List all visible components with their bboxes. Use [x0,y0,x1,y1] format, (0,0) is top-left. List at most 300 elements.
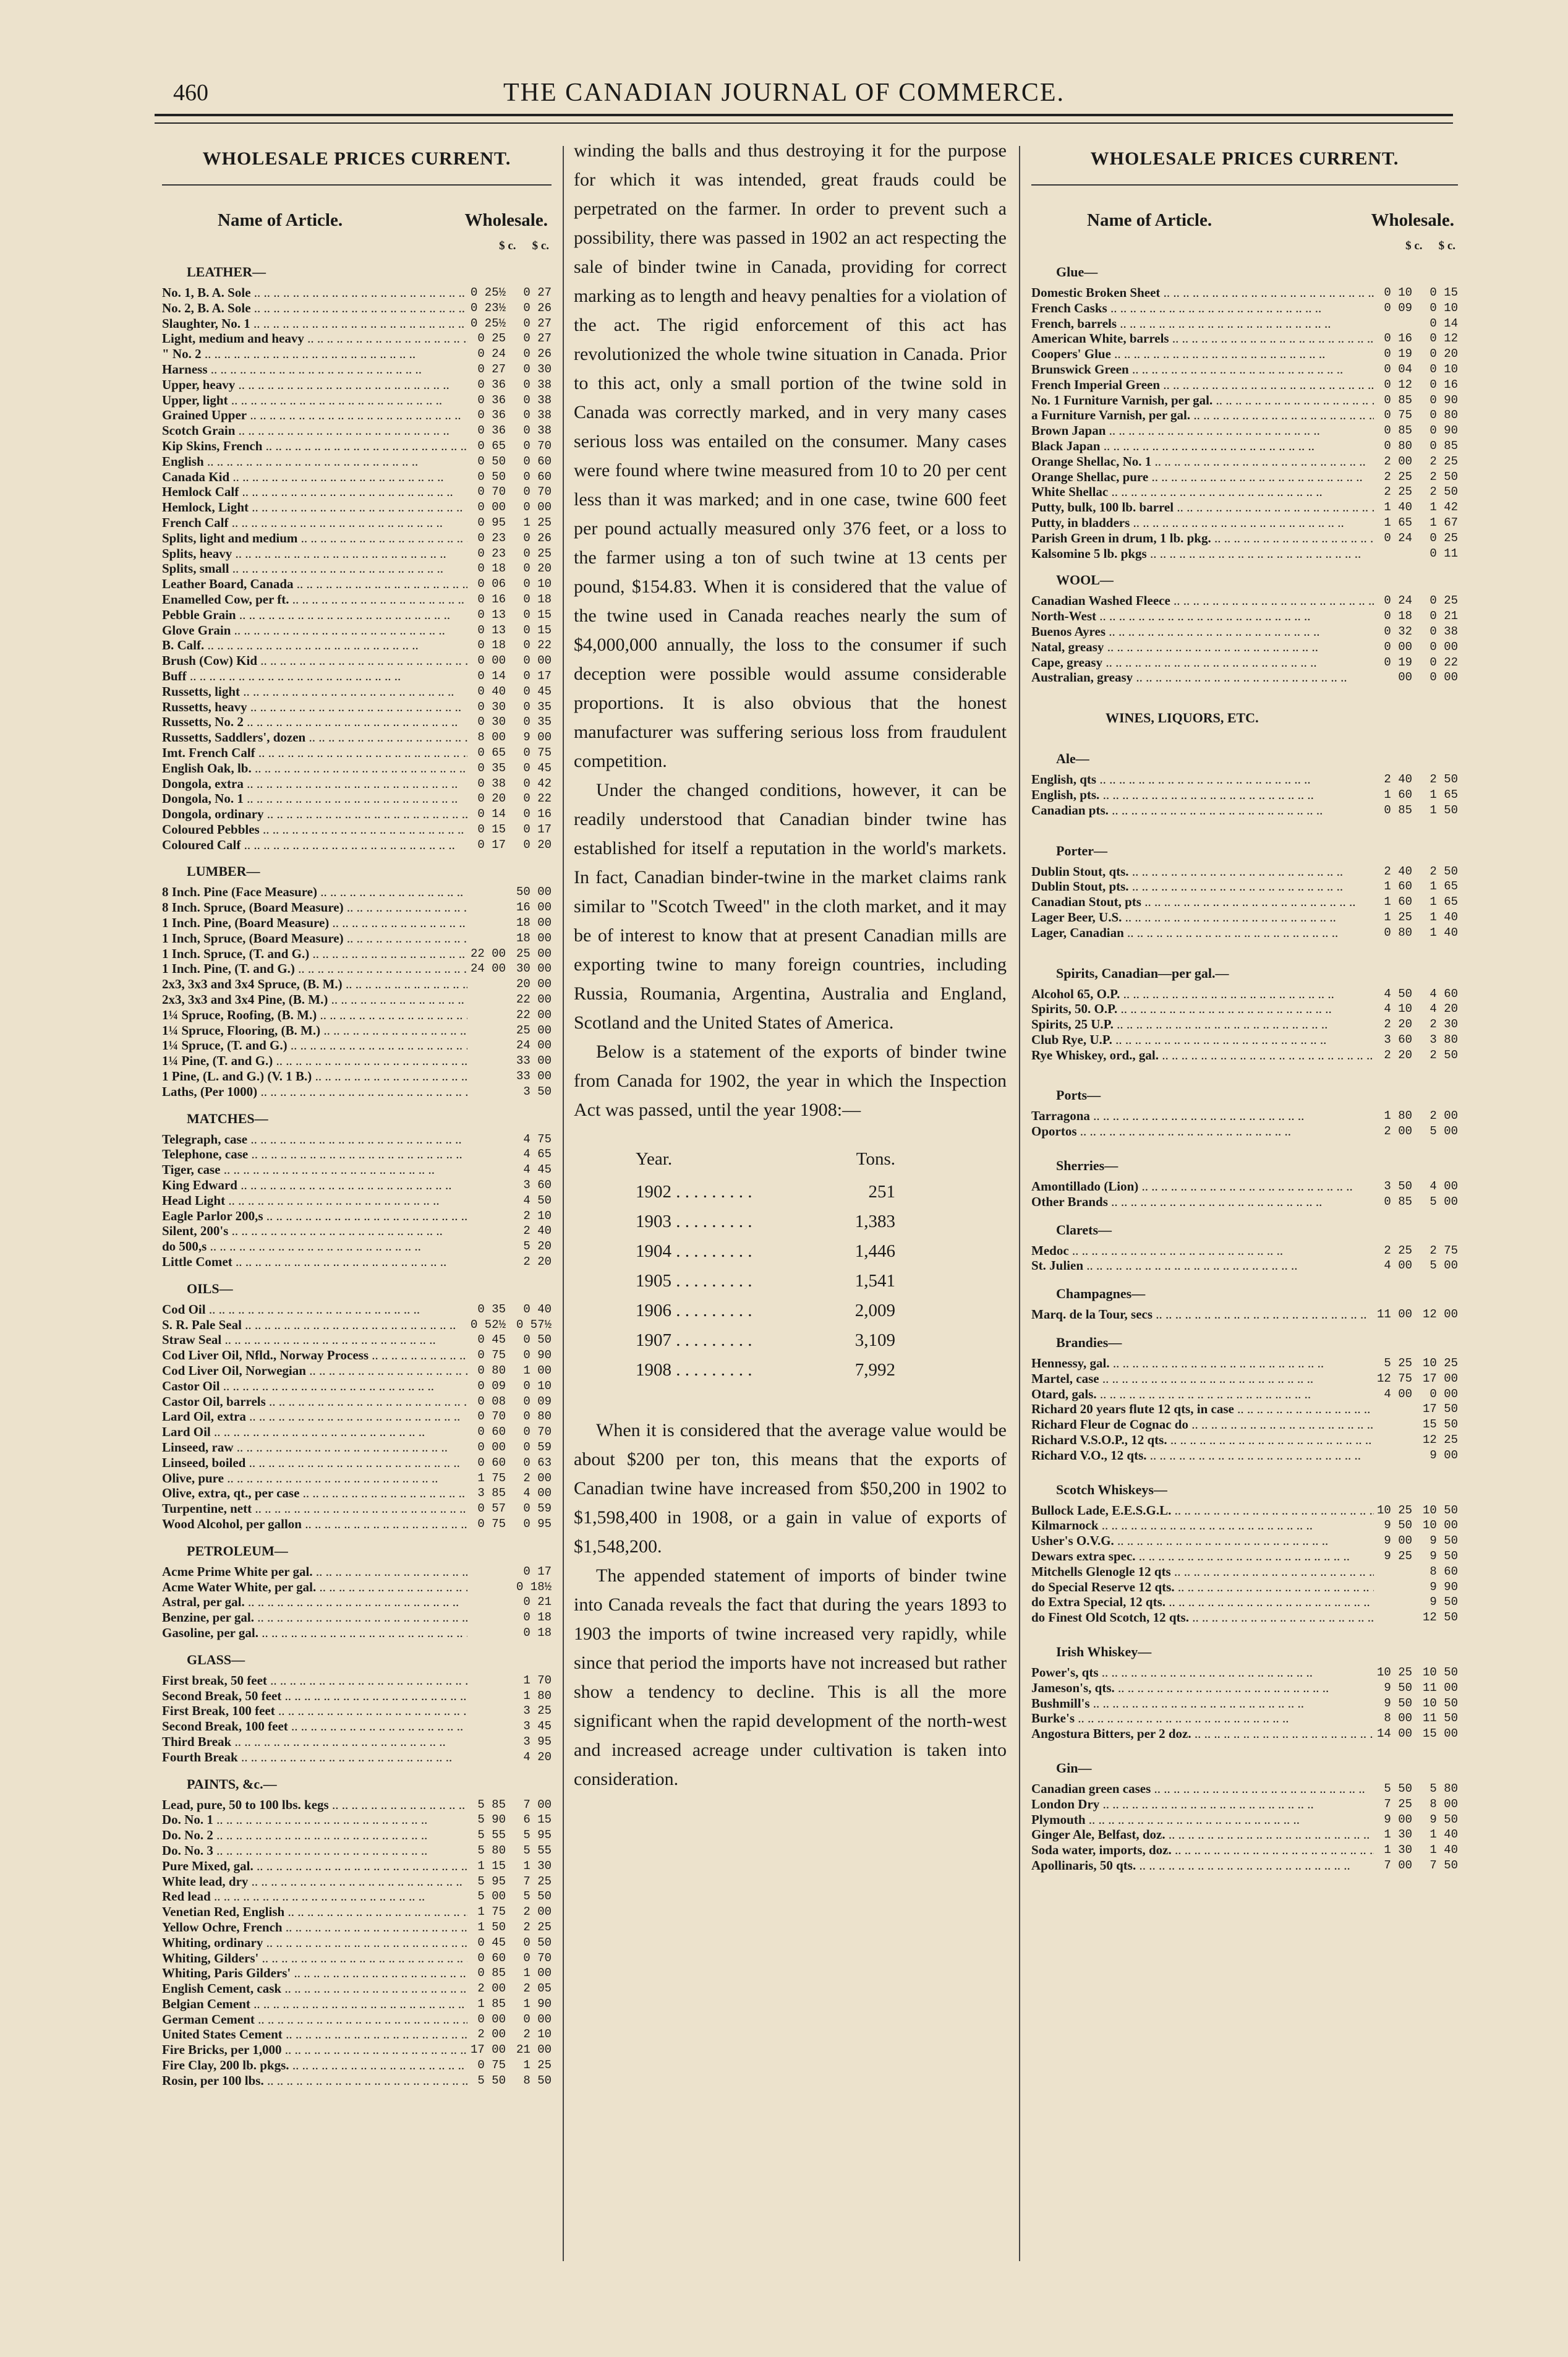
price-low: 0 50 [477,454,506,468]
price-low [467,1564,506,1580]
price-row [162,484,552,500]
price-row [1031,1564,1458,1580]
price-high: 4 60 [1430,986,1458,1001]
article-name: Turpentine, nett .. .. [162,1501,467,1516]
price-high: 0 70 [523,1951,552,1965]
price-high: 0 70 [523,485,552,499]
price-low: 17 00 [470,2043,506,2057]
price-high: 0 42 [523,776,552,790]
price-low: 0 36 [477,393,506,407]
price-low: 0 75 [477,1348,506,1362]
export-row [636,1207,895,1236]
price-row [162,623,552,638]
paragraph: Under the changed conditions, however, it can be readily understood that Canadian binder twine has established for itself a reputation in the world's markets. In fact, Canadian binder-twine in the market claims rank similar to "Scotch Tweed" in the cloth market, and it may be of interest to know that at present Canadian mills are exporting twine to many foreign countries, including Russia, Roumania, Argentina, Australia and England, Scotland and the United States of America. [574,780,1007,1033]
price-section [1031,965,1458,1063]
price-high: 5 80 [1430,1782,1458,1795]
price-low: 0 75 [477,2058,506,2073]
article-name: Lager Beer, U.S. .. .. [1031,910,1374,925]
price-high: 12 50 [1422,1611,1458,1625]
price-high: 0 16 [523,807,552,821]
price-row [162,1455,552,1471]
price-low: 5 95 [477,1874,506,1888]
price-high: 2 25 [523,1920,552,1934]
price-low [467,1147,506,1162]
article-name: Russetts, light .. .. [162,684,467,699]
price-section [1031,751,1458,818]
price-low: 0 38 [477,776,506,790]
price-low: 9 00 [1384,1534,1412,1548]
left-title-rule [162,184,552,186]
price-row [162,1193,552,1208]
price-high: 9 50 [1430,1534,1458,1548]
section-heading: Ports— [1056,1087,1101,1103]
price-row [162,500,552,515]
article-name: Burke's .. .. [1031,1711,1374,1726]
price-high: 18 00 [516,916,552,930]
price-high: 0 00 [523,500,552,515]
price-low: 1 30 [1384,1828,1412,1842]
price-high: 10 50 [1422,1666,1458,1680]
price-low: 2 00 [477,1982,506,1996]
price-row [162,1673,552,1688]
column-divider-right [1019,146,1020,2261]
price-row [1031,1371,1458,1387]
price-section [162,1776,552,2089]
price-row [162,1471,552,1486]
price-high: 1 65 [1430,879,1458,894]
export-year-heading: Year. [636,1149,673,1169]
price-low [467,1038,506,1053]
article-name: Yellow Ochre, French .. .. [162,1920,467,1935]
paragraph: winding the balls and thus destroying it for the purpose for which it was intended, great frauds could be perpetrated on the farmer. In order to prevent such a possibility, there was passed in 1902 an act respecting the sale of binder twine in Canada, providing for correct marking as to length and heavy penalties for a violation of the act. The rigid enforcement of this act has revolutionized the whole twine situation in Canada. Prior to this act, only a small portion of the twine sold in Canada was correctly marked, and in very many cases serious loss was entailed on the consumer. Many cases were found where twine measured from 10 to 20 per cent less than it was marked; and in one case, twine 600 feet per pound actually measured only 376 feet, or a loss to the farmer using a ton of such twine at 13 cents per pound, $154.83. When it is considered that the value of the twine used in Canada reaches nearly the sum of $4,000,000 annually, the loss to the consumer if such deception were possible would assume considerable proportions. It is also obvious that the honest manufacturer was suffering serious loss from fraudulent competition. [574,140,1007,771]
price-row [1031,454,1458,469]
price-high: 2 50 [1430,469,1458,484]
article-name: Slaughter, No. 1 .. .. [162,316,467,332]
price-high: 5 00 [1430,1124,1458,1139]
article-name: Third Break .. .. [162,1734,467,1750]
price-high: 0 26 [523,531,552,545]
price-row [162,1409,552,1424]
price-row [162,1719,552,1734]
export-row [636,1177,895,1207]
price-high: 0 38 [523,408,552,422]
price-row [162,1486,552,1501]
price-row [162,1625,552,1641]
article-name: Acme Prime White per gal. .. .. [162,1564,467,1580]
price-high: 18 00 [516,931,552,945]
price-high: 0 16 [1430,377,1458,391]
price-high: 0 18 [523,1611,552,1625]
article-name: 1¼ Spruce, (T. and G.) .. .. [162,1038,467,1053]
price-low [467,977,506,992]
price-row [1031,1108,1458,1124]
price-section [162,1281,552,1532]
export-tons: 251 [868,1182,895,1202]
price-high: 1 42 [1430,500,1458,515]
price-row [162,961,552,977]
price-high: 10 00 [1422,1518,1458,1533]
price-row [1031,787,1458,803]
article-name: Dublin Stout, qts. .. .. [1031,864,1374,879]
article-name: Leather Board, Canada .. .. [162,576,467,592]
article-name: London Dry .. .. [1031,1797,1374,1812]
price-low: 4 00 [1384,1387,1412,1401]
price-row [162,561,552,576]
price-high: 0 60 [523,454,552,468]
price-row [1031,423,1458,438]
export-table-header [636,1149,895,1170]
price-high: 1 00 [523,1966,552,1980]
price-low: 1 75 [477,1471,506,1485]
price-high: 0 18½ [516,1580,552,1594]
article-name: Harness .. .. [162,362,467,377]
price-section [1031,1222,1458,1274]
article-name: Russetts, Saddlers', dozen .. .. [162,730,467,745]
price-row [1031,1726,1458,1742]
article-name: Linseed, raw .. .. [162,1440,467,1455]
article-name: Canadian Washed Fleece .. .. [1031,593,1374,609]
price-high: 5 55 [523,1843,552,1857]
price-low: 0 12 [1384,377,1412,391]
price-high: 0 00 [523,2012,552,2026]
price-row [1031,1179,1458,1194]
section-heading: Sherries— [1056,1158,1118,1174]
export-row [636,1236,895,1266]
price-row [1031,1194,1458,1210]
article-name: Castor Oil .. .. [162,1379,467,1394]
article-name: No. 2, B. A. Sole .. .. [162,301,467,316]
price-row [1031,1781,1458,1797]
article-name: Little Comet .. .. [162,1254,467,1270]
price-row [162,1828,552,1843]
price-row [1031,531,1458,546]
price-low: 2 25 [1384,469,1412,484]
price-low: 5 85 [477,1797,506,1812]
article-name: Russetts, heavy .. .. [162,699,467,715]
price-high: 4 65 [523,1147,552,1161]
article-name: Tarragona .. .. [1031,1108,1374,1124]
price-row [1031,1518,1458,1533]
price-row [162,900,552,915]
price-low [467,1594,506,1610]
price-high: 0 00 [1430,670,1458,685]
price-high: 0 27 [523,286,552,299]
price-high: 0 85 [1430,438,1458,453]
price-high: 20 00 [516,977,552,991]
price-row [162,638,552,653]
price-low: 0 50 [477,469,506,484]
price-row [1031,879,1458,894]
price-row [1031,1356,1458,1371]
price-low: 0 24 [1384,531,1412,545]
article-name: Rye Whiskey, ord., gal. .. .. [1031,1048,1374,1063]
price-low: 0 19 [1384,655,1412,669]
price-low: 9 50 [1384,1696,1412,1710]
article-name: Benzine, per gal. .. .. [162,1610,467,1625]
price-high: 0 20 [523,562,552,576]
price-high: 0 15 [1430,286,1458,299]
unit-labels [162,239,549,253]
price-low: 0 70 [477,485,506,499]
section-heading: Brandies— [1056,1335,1122,1351]
price-row [1031,438,1458,454]
price-low: 4 10 [1384,1002,1412,1016]
price-row [162,438,552,454]
price-low: 0 85 [1384,393,1412,407]
price-row [1031,1797,1458,1812]
price-high: 11 50 [1422,1711,1458,1726]
price-high: 0 63 [523,1455,552,1469]
price-section [1031,1760,1458,1873]
article-name: a Furniture Varnish, per gal. .. .. [1031,408,1374,423]
price-high: 9 50 [1430,1595,1458,1609]
price-high: 8 00 [1430,1797,1458,1811]
article-name: Ginger Ale, Belfast, doz. .. .. [1031,1827,1374,1842]
price-low: 11 00 [1376,1307,1412,1322]
price-row [1031,1549,1458,1564]
article-name: Kilmarnock .. .. [1031,1518,1374,1533]
article-name: Fire Bricks, per 1,000 .. .. [162,2042,467,2058]
price-low: 0 30 [477,699,506,714]
price-high: 3 60 [523,1178,552,1192]
price-low: 7 00 [1384,1858,1412,1872]
price-row [1031,285,1458,301]
price-low [467,1734,506,1750]
price-low [467,1703,506,1719]
price-low: 0 57 [477,1502,506,1516]
article-name: Splits, heavy .. .. [162,546,467,562]
price-high: 3 80 [1430,1032,1458,1046]
price-low: 1 30 [1384,1843,1412,1857]
left-column-header [162,210,552,231]
price-high: 30 00 [516,962,552,976]
price-row [162,806,552,822]
price-low: 1 25 [1384,910,1412,924]
article-name: 8 Inch. Pine (Face Measure) .. .. [162,884,467,900]
price-low: 0 35 [477,1302,506,1316]
article-name: St. Julien .. .. [1031,1258,1374,1273]
price-row [162,1996,552,2012]
export-row [636,1355,895,1385]
price-high: 0 14 [1430,316,1458,330]
price-low [467,1673,506,1688]
article-name: Richard V.O., 12 qts. .. .. [1031,1448,1374,1463]
price-low: 0 09 [1384,301,1412,315]
price-high: 0 15 [523,607,552,622]
price-row [162,1889,552,1904]
price-row [162,1920,552,1935]
price-section [162,1543,552,1641]
price-row [1031,408,1458,423]
price-low [467,900,506,915]
price-high: 2 50 [1430,485,1458,499]
article-name: Telegraph, case .. .. [162,1132,467,1147]
price-low: 0 25 [477,332,506,346]
price-high: 3 25 [523,1704,552,1718]
price-high: 1 65 [1430,895,1458,909]
article-name: Coloured Calf .. .. [162,837,467,853]
price-high: 0 38 [523,393,552,407]
article-name: Coopers' Glue .. .. [1031,346,1374,362]
price-low: 7 25 [1384,1797,1412,1811]
price-high: 0 35 [523,699,552,714]
article-name: Cape, greasy .. .. [1031,655,1374,670]
price-high: 0 22 [523,792,552,806]
price-low: 0 16 [1384,332,1412,346]
article-text-after [574,1416,1007,1794]
right-prices-title: WHOLESALE PRICES CURRENT. [1090,148,1399,169]
price-row [162,1302,552,1317]
price-section [162,863,552,1099]
article-name: Gasoline, per gal. .. .. [162,1625,467,1641]
export-tons: 1,446 [854,1241,895,1261]
price-low: 2 00 [1384,1124,1412,1139]
price-low: 1 50 [477,1920,506,1934]
price-high: 1 40 [1430,1828,1458,1842]
right-sections [1031,239,1458,1873]
article-name: Martel, case .. .. [1031,1371,1374,1387]
price-row [162,1501,552,1516]
price-high: 0 00 [1430,640,1458,654]
article-name: 2x3, 3x3 and 3x4 Spruce, (B. M.) .. .. [162,977,467,992]
price-high: 6 15 [523,1813,552,1827]
price-low [467,1625,506,1641]
section-heading: Ale— [1056,751,1089,767]
price-row [162,469,552,485]
price-high: 1 25 [523,2058,552,2073]
price-row [1031,546,1458,562]
price-high: 0 12 [1430,332,1458,346]
price-low: 0 04 [1384,362,1412,376]
price-row [162,316,552,332]
price-low: 0 00 [477,500,506,515]
article-name: English Oak, lb. .. .. [162,761,467,776]
price-high: 0 38 [523,424,552,438]
price-low: 0 19 [1384,347,1412,361]
price-high: 7 00 [523,1797,552,1812]
article-name: 1 Inch. Spruce, (T. and G.) .. .. [162,946,467,962]
article-name: Enamelled Cow, per ft. .. .. [162,592,467,607]
price-low [467,1053,506,1069]
article-name: French Casks .. .. [1031,301,1374,316]
price-row [162,1580,552,1595]
price-low: 0 85 [477,1966,506,1980]
article-name: 1 Inch. Pine, (Board Measure) .. .. [162,915,467,931]
price-low: 0 80 [1384,925,1412,939]
price-row [162,1069,552,1084]
price-high: 0 26 [523,347,552,361]
price-row [162,1254,552,1270]
article-name: First break, 50 feet .. .. [162,1673,467,1688]
price-row [162,1132,552,1147]
price-high: 0 09 [523,1394,552,1408]
article-name: Jameson's, qts. .. .. [1031,1680,1374,1696]
price-high: 4 20 [1430,1002,1458,1016]
price-high: 0 95 [523,1516,552,1531]
price-low: 0 17 [477,837,506,852]
price-high: 0 90 [1430,424,1458,438]
article-name: White Shellac .. .. [1031,484,1374,500]
price-row [162,1424,552,1440]
price-low: 9 50 [1384,1518,1412,1533]
article-name: Buenos Ayres .. .. [1031,624,1374,640]
article-name: Fire Clay, 200 lb. pkgs. .. .. [162,2058,467,2073]
price-high: 5 00 [1430,1259,1458,1273]
price-high: 1 67 [1430,515,1458,529]
price-row [162,1223,552,1239]
unit-label: $ c. [1405,239,1423,252]
price-row [1031,803,1458,818]
price-row [162,1007,552,1023]
article-name: Head Light .. .. [162,1193,467,1208]
price-low: 0 36 [477,408,506,422]
price-high: 0 17 [523,1564,552,1578]
price-row [162,669,552,684]
price-high: 2 00 [523,1905,552,1919]
price-high: 1 90 [523,1996,552,2011]
price-row [1031,1594,1458,1610]
article-name: Hemlock, Light .. .. [162,500,467,515]
price-low: 0 24 [477,347,506,361]
price-row [1031,609,1458,624]
price-row [162,1516,552,1532]
price-low: 0 00 [1384,640,1412,654]
price-row [162,1023,552,1038]
price-row [1031,1503,1458,1518]
price-high: 4 50 [523,1193,552,1207]
price-high: 5 95 [523,1828,552,1842]
price-row [1031,1001,1458,1017]
article-name: German Cement .. .. [162,2012,467,2027]
price-low: 0 35 [477,761,506,775]
price-high: 0 60 [523,469,552,484]
article-name: Hemlock Calf .. .. [162,484,467,500]
price-row [1031,1665,1458,1680]
export-tons: 3,109 [854,1330,895,1350]
price-high: 0 21 [523,1595,552,1609]
price-row [1031,593,1458,609]
price-low: 0 27 [477,362,506,376]
article-name: Natal, greasy .. .. [1031,640,1374,655]
price-high: 11 00 [1422,1680,1458,1695]
article-name: Whiting, Paris Gilders' .. .. [162,1966,467,1981]
price-high: 33 00 [516,1054,552,1068]
section-heading: WOOL— [1056,572,1114,588]
article-name: Spirits, 25 U.P. .. .. [1031,1017,1374,1032]
price-high: 0 10 [523,577,552,591]
price-high: 0 00 [1430,1387,1458,1401]
price-low: 0 75 [1384,408,1412,422]
price-row [1031,624,1458,640]
price-row [162,1394,552,1409]
price-row [162,2073,552,2089]
page-header [0,73,1568,116]
article-name: French Imperial Green .. .. [1031,377,1374,393]
price-low: 2 40 [1384,864,1412,878]
right-col-price-heading: Wholesale. [1371,210,1454,230]
article-name: Olive, extra, qt., per case .. .. [162,1486,467,1501]
article-name: No. 1, B. A. Sole .. .. [162,285,467,301]
price-high: 3 50 [523,1084,552,1098]
price-high: 9 50 [1430,1812,1458,1826]
price-row [1031,393,1458,408]
price-row [1031,1610,1458,1625]
section-heading: MATCHES— [187,1110,268,1126]
price-low: 0 18 [477,562,506,576]
price-high: 7 25 [523,1874,552,1888]
article-name: " No. 2 .. .. [162,346,467,362]
article-name: Richard Fleur de Cognac do .. .. [1031,1417,1374,1432]
